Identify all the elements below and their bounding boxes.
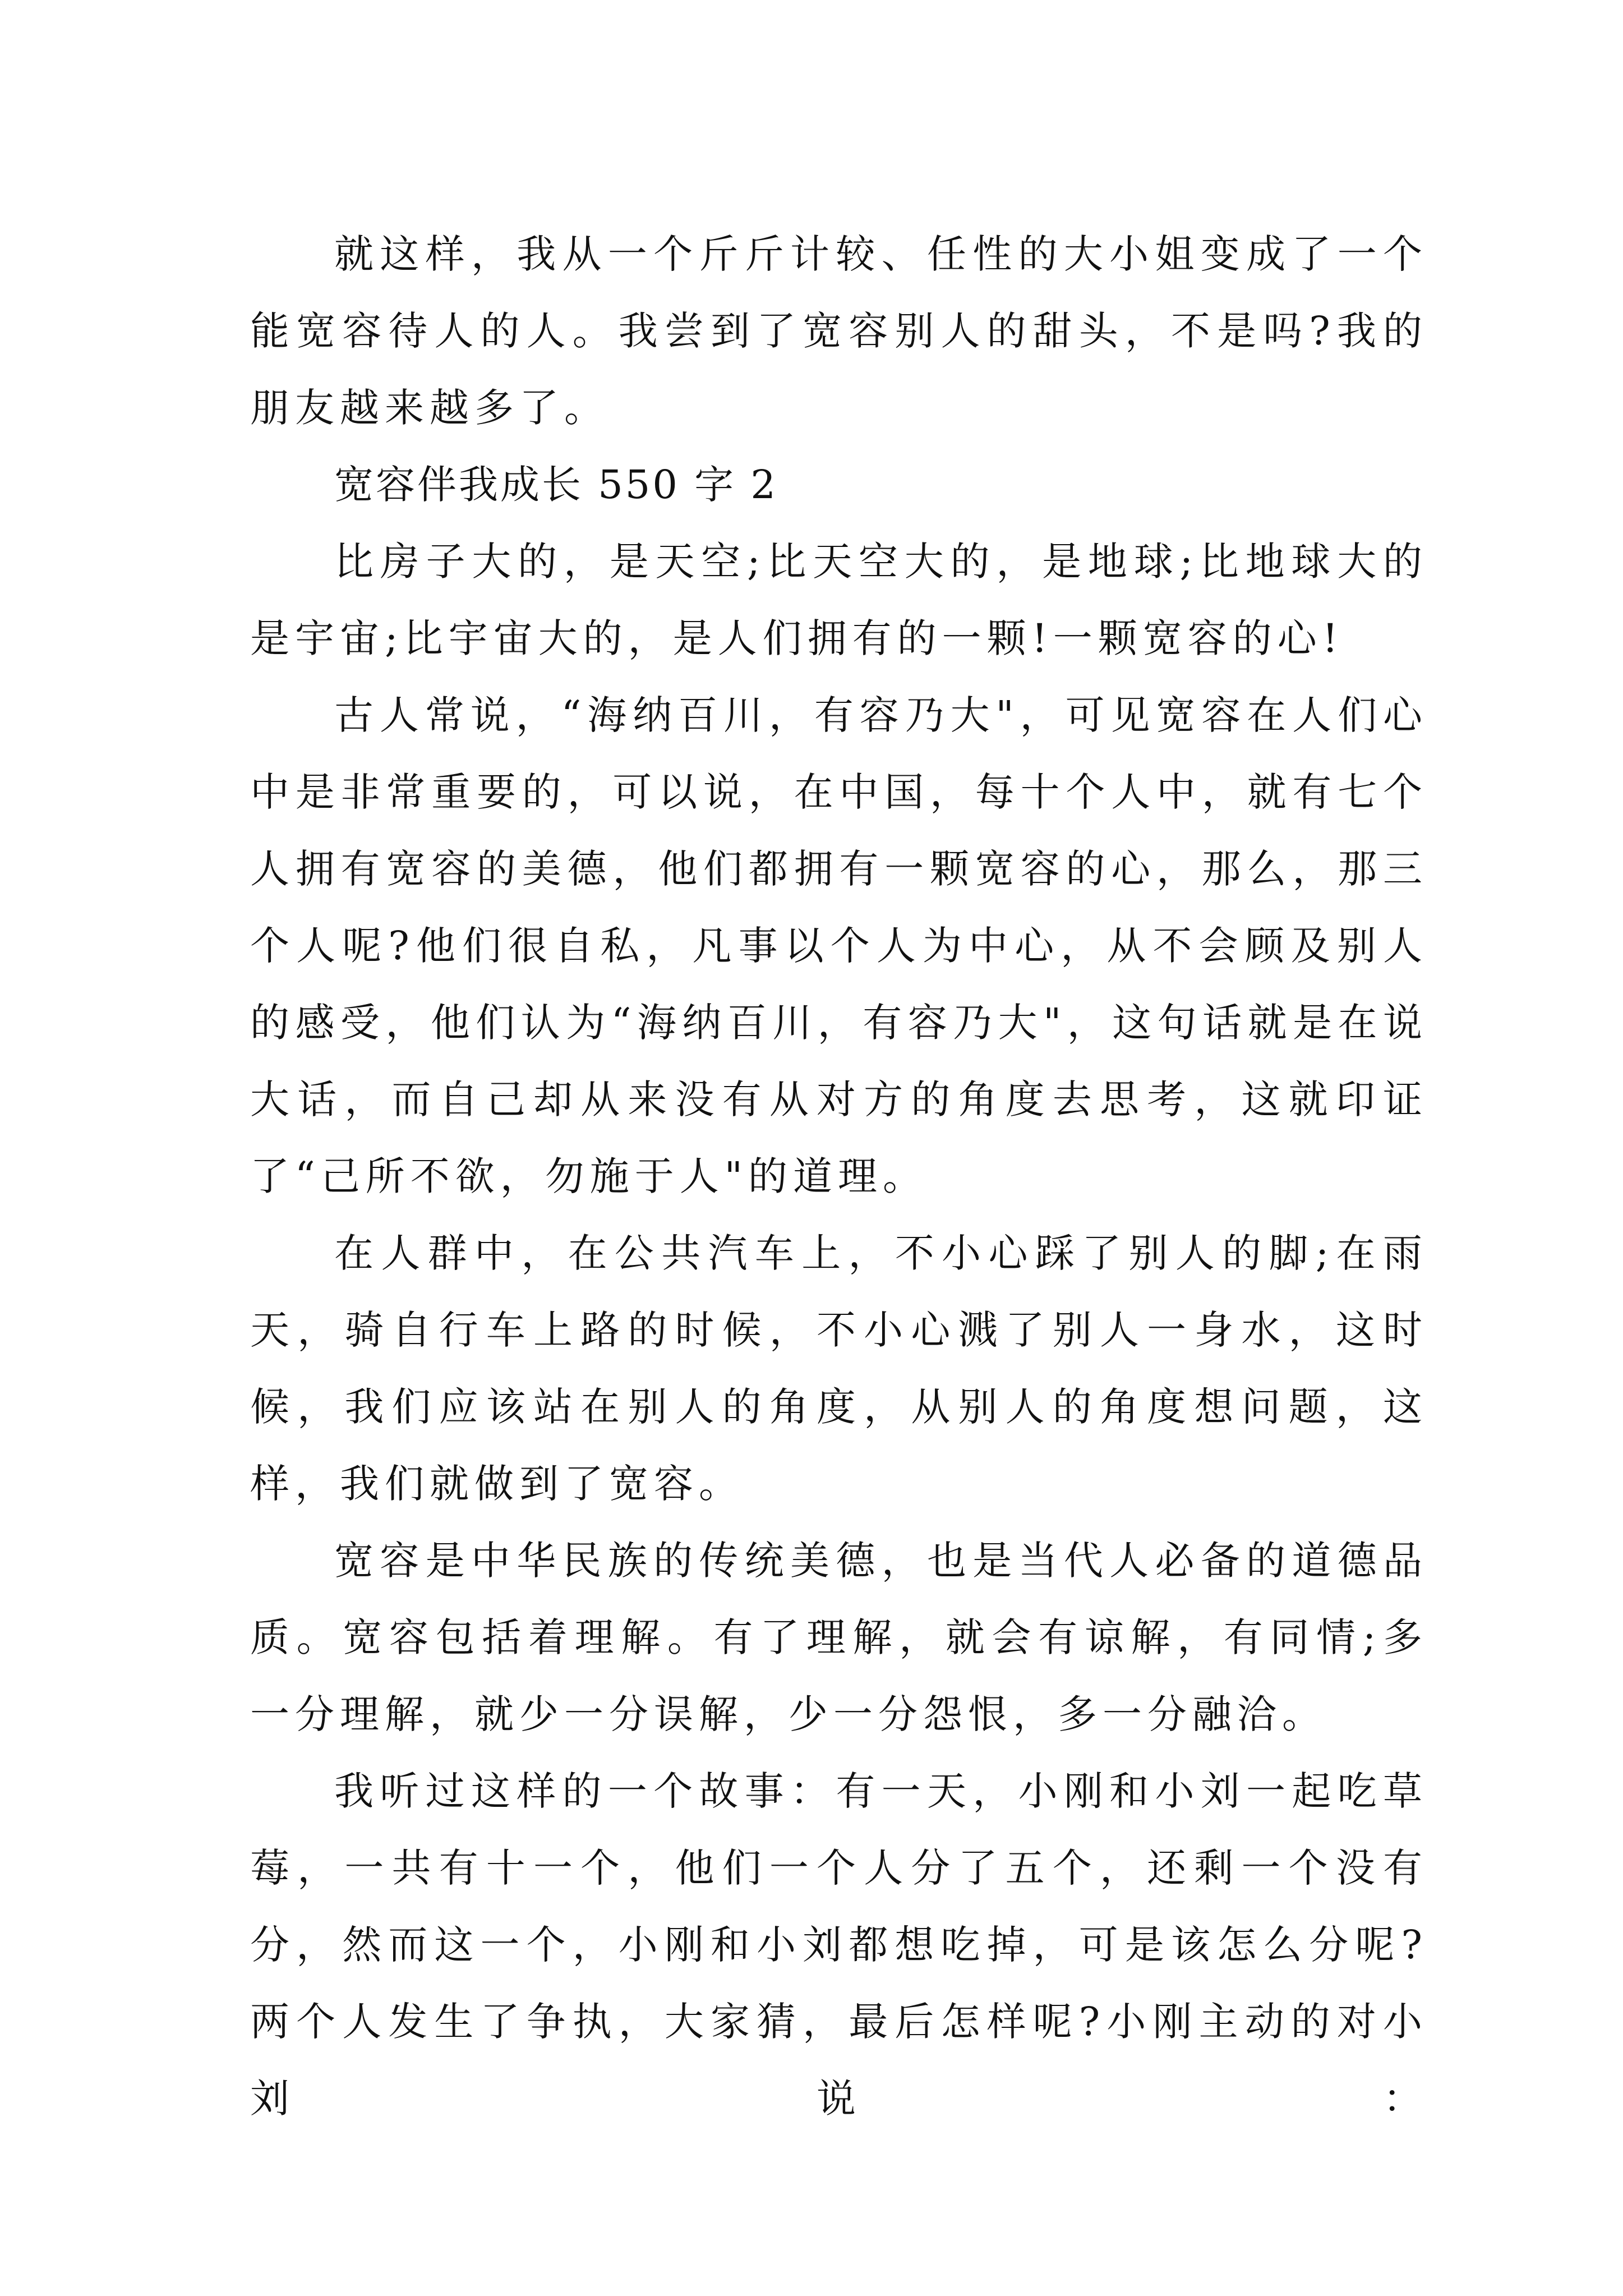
paragraph-2: 比房子大的，是天空;比天空大的，是地球;比地球大的是宇宙;比宇宙大的，是人们拥有的一颗!一颗宽容的心! bbox=[250, 539, 1428, 661]
paragraph-3: 古人常说，“海纳百川，有容乃大"，可见宽容在人们心中是非常重要的，可以说，在中国，每十个人中，就有七个人拥有宽容的美德，他们都拥有一颗宽容的心，那么，那三个人呢?他们很自私，凡事以个人为中心，从不会顾及别人的感受，他们认为“海纳百川，有容乃大"，这句话就是在说大话，而自己却从来没有从对方的角度去思考，这就印证了“己所不欲，勿施于人"的道理。 bbox=[250, 692, 1428, 1199]
paragraph-1: 就这样，我从一个斤斤计较、任性的大小姐变成了一个能宽容待人的人。我尝到了宽容别人的甜头，不是吗?我的朋友越来越多了。 bbox=[250, 231, 1428, 431]
paragraph-4: 在人群中，在公共汽车上，不小心踩了别人的脚;在雨天，骑自行车上路的时候，不小心溅了别人一身水，这时候，我们应该站在别人的角度，从别人的角度想问题，这样，我们就做到了宽容。 bbox=[250, 1230, 1428, 1507]
paragraph-5: 宽容是中华民族的传统美德，也是当代人必备的道德品质。宽容包括着理解。有了理解，就会有谅解，有同情;多一分理解，就少一分误解，少一分怨恨，多一分融洽。 bbox=[250, 1538, 1428, 1737]
section-heading: 宽容伴我成长 550 字 2 bbox=[334, 462, 778, 508]
document-body bbox=[250, 216, 1428, 2137]
paragraph-6: 我听过这样的一个故事：有一天，小刚和小刘一起吃草莓，一共有十一个，他们一个人分了五个，还剩一个没有分，然而这一个，小刚和小刘都想吃掉，可是该怎么分呢?两个人发生了争执，大家猜，最后怎样呢?小刚主动的对小刘说： bbox=[250, 1768, 1428, 2122]
